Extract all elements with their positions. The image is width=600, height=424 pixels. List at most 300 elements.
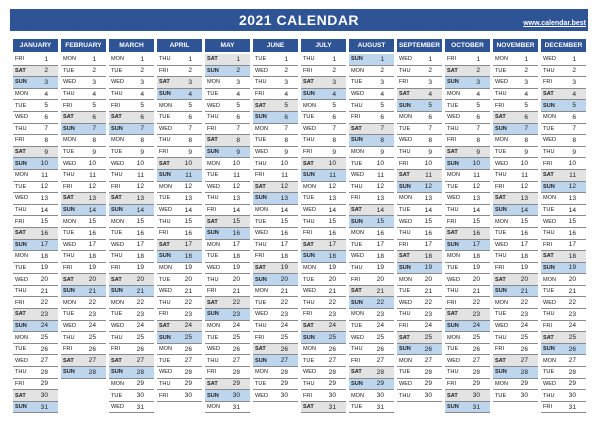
day-number: 11: [521, 171, 528, 179]
day-row: [253, 309, 298, 321]
day-number: 3: [236, 78, 240, 86]
day-row: [253, 379, 298, 391]
day-row: [349, 332, 394, 344]
weekday-label: THU: [159, 218, 171, 225]
weekday-label: WED: [63, 160, 77, 167]
weekday-label: THU: [63, 334, 75, 341]
day-row: [157, 66, 202, 78]
day-number: 14: [232, 206, 240, 214]
day-row: [493, 147, 538, 159]
weekday-label: TUE: [495, 392, 507, 399]
weekday-label: TUE: [303, 276, 315, 283]
day-number: 1: [188, 55, 192, 63]
day-row: [493, 390, 538, 402]
day-number: 23: [568, 310, 576, 318]
weekday-label: TUE: [63, 149, 75, 156]
site-link[interactable]: www.calendar.best: [523, 20, 586, 27]
weekday-label: THU: [543, 149, 555, 156]
day-row: [541, 112, 586, 124]
day-row: [61, 66, 106, 78]
day-row: [445, 332, 490, 344]
day-number: 24: [184, 322, 192, 330]
day-row: [109, 89, 154, 101]
day-row: [349, 240, 394, 252]
day-row: [13, 112, 58, 124]
weekday-label: SAT: [255, 183, 266, 190]
day-row: [13, 379, 58, 391]
weekday-label: WED: [447, 357, 461, 364]
weekday-label: WED: [351, 253, 365, 260]
weekday-label: FRI: [15, 137, 25, 144]
day-row: [61, 309, 106, 321]
day-row: [349, 147, 394, 159]
weekday-label: WED: [159, 288, 173, 295]
day-number: 10: [136, 160, 144, 168]
weekday-label: TUE: [543, 125, 555, 132]
day-row: [349, 344, 394, 356]
day-number: 30: [232, 392, 240, 400]
day-row: [493, 344, 538, 356]
day-row: [13, 344, 58, 356]
weekday-label: MON: [351, 392, 365, 399]
weekday-label: TUE: [63, 67, 75, 74]
weekday-label: FRI: [159, 311, 169, 318]
day-number: 24: [424, 322, 432, 330]
day-row: [445, 54, 490, 66]
day-number: 1: [380, 55, 384, 63]
day-number: 30: [328, 392, 336, 400]
day-number: 2: [140, 67, 144, 75]
month-column-december: [541, 39, 586, 413]
day-row: [109, 309, 154, 321]
weekday-label: WED: [111, 160, 125, 167]
day-row: [445, 216, 490, 228]
day-row: [541, 332, 586, 344]
weekday-label: MON: [351, 230, 365, 237]
day-number: 14: [88, 206, 96, 214]
weekday-label: THU: [255, 79, 267, 86]
day-row: [13, 182, 58, 194]
day-row: [445, 228, 490, 240]
weekday-label: SAT: [495, 276, 506, 283]
day-row: [349, 182, 394, 194]
day-number: 18: [88, 252, 96, 260]
day-number: 10: [424, 160, 432, 168]
month-column-march: [109, 39, 154, 413]
day-number: 13: [472, 194, 480, 202]
day-row: [301, 390, 346, 402]
weekday-label: TUE: [447, 102, 459, 109]
day-number: 23: [184, 310, 192, 318]
day-row: [493, 263, 538, 275]
weekday-label: SUN: [351, 380, 363, 387]
day-row: [61, 240, 106, 252]
weekday-label: FRI: [111, 183, 121, 190]
day-number: 17: [40, 241, 48, 249]
day-number: 14: [424, 206, 432, 214]
day-number: 21: [424, 287, 432, 295]
day-row: [205, 379, 250, 391]
day-number: 23: [328, 310, 336, 318]
day-number: 13: [136, 194, 144, 202]
month-column-june: [253, 39, 298, 413]
weekday-label: SUN: [447, 241, 459, 248]
day-number: 29: [184, 380, 192, 388]
day-row: [493, 77, 538, 89]
day-number: 29: [280, 380, 288, 388]
day-row: [349, 124, 394, 136]
weekday-label: WED: [15, 195, 29, 202]
weekday-label: MON: [159, 264, 173, 271]
day-row: [349, 77, 394, 89]
weekday-label: THU: [543, 392, 555, 399]
day-number: 8: [140, 136, 144, 144]
day-number: 17: [520, 241, 528, 249]
day-row: [349, 402, 394, 414]
day-row: [541, 355, 586, 367]
day-number: 28: [136, 368, 144, 376]
day-row: [157, 77, 202, 89]
day-number: 17: [280, 241, 288, 249]
day-number: 7: [236, 125, 240, 133]
day-row: [541, 158, 586, 170]
day-row: [157, 147, 202, 159]
day-number: 1: [332, 55, 336, 63]
day-number: 15: [472, 218, 480, 226]
day-row: [541, 228, 586, 240]
weekday-label: THU: [495, 172, 507, 179]
day-number: 20: [184, 276, 192, 284]
day-row: [253, 367, 298, 379]
day-number: 16: [568, 229, 576, 237]
day-number: 15: [232, 218, 240, 226]
weekday-label: SAT: [159, 241, 170, 248]
weekday-label: MON: [255, 288, 269, 295]
day-row: [205, 77, 250, 89]
day-number: 21: [520, 287, 528, 295]
day-row: [109, 274, 154, 286]
weekday-label: THU: [15, 288, 27, 295]
day-row: [445, 379, 490, 391]
day-row: [397, 158, 442, 170]
day-number: 29: [328, 380, 336, 388]
weekday-label: SAT: [159, 79, 170, 86]
day-number: 16: [520, 229, 528, 237]
day-number: 26: [376, 345, 384, 353]
day-number: 30: [376, 392, 384, 400]
day-number: 22: [88, 299, 96, 307]
weekday-label: SAT: [207, 137, 218, 144]
day-number: 19: [88, 264, 96, 272]
day-row: [541, 54, 586, 66]
day-number: 12: [88, 183, 96, 191]
day-number: 24: [472, 322, 480, 330]
weekday-label: SUN: [15, 160, 27, 167]
day-row: [301, 286, 346, 298]
day-row: [301, 158, 346, 170]
day-row: [541, 147, 586, 159]
day-number: 28: [520, 368, 528, 376]
weekday-label: FRI: [399, 241, 409, 248]
day-row: [397, 170, 442, 182]
day-number: 28: [328, 368, 336, 376]
weekday-label: WED: [255, 392, 269, 399]
day-number: 19: [136, 264, 144, 272]
day-number: 20: [568, 276, 576, 284]
day-number: 2: [92, 67, 96, 75]
month-header: JULY: [301, 39, 346, 52]
weekday-label: SAT: [543, 334, 554, 341]
day-number: 21: [88, 287, 96, 295]
day-number: 5: [332, 102, 336, 110]
day-number: 19: [280, 264, 288, 272]
day-number: 26: [328, 345, 336, 353]
day-number: 12: [136, 183, 144, 191]
weekday-label: SUN: [351, 299, 363, 306]
day-row: [109, 193, 154, 205]
day-row: [397, 355, 442, 367]
day-row: [253, 216, 298, 228]
day-row: [349, 100, 394, 112]
weekday-label: FRI: [447, 380, 457, 387]
month-header: JUNE: [253, 39, 298, 52]
weekday-label: WED: [207, 346, 221, 353]
weekday-label: THU: [15, 369, 27, 376]
day-number: 7: [524, 125, 528, 133]
day-number: 17: [88, 241, 96, 249]
weekday-label: SUN: [63, 125, 75, 132]
weekday-label: TUE: [495, 230, 507, 237]
day-row: [13, 390, 58, 402]
weekday-label: SUN: [207, 230, 219, 237]
day-row: [493, 66, 538, 78]
day-number: 3: [476, 78, 480, 86]
weekday-label: THU: [351, 264, 363, 271]
day-number: 23: [472, 310, 480, 318]
day-number: 19: [472, 264, 480, 272]
day-number: 11: [329, 171, 336, 179]
weekday-label: TUE: [303, 195, 315, 202]
weekday-label: TUE: [111, 392, 123, 399]
day-number: 25: [280, 334, 288, 342]
day-number: 28: [88, 368, 96, 376]
day-row: [205, 147, 250, 159]
day-row: [13, 193, 58, 205]
calendar-title-text: 2021 CALENDAR: [238, 12, 360, 28]
day-number: 26: [424, 345, 432, 353]
day-row: [397, 112, 442, 124]
day-row: [397, 309, 442, 321]
day-number: 17: [472, 241, 480, 249]
day-number: 8: [284, 136, 288, 144]
weekday-label: SUN: [207, 392, 219, 399]
weekday-label: WED: [63, 322, 77, 329]
weekday-label: TUE: [351, 79, 363, 86]
day-number: 30: [520, 392, 528, 400]
day-number: 13: [280, 194, 288, 202]
day-row: [349, 309, 394, 321]
day-row: [445, 286, 490, 298]
day-number: 14: [376, 206, 384, 214]
day-number: 18: [136, 252, 144, 260]
weekday-label: MON: [15, 253, 29, 260]
weekday-label: MON: [303, 346, 317, 353]
weekday-label: THU: [399, 67, 411, 74]
day-row: [349, 355, 394, 367]
day-row: [205, 367, 250, 379]
day-number: 15: [136, 218, 144, 226]
weekday-label: SAT: [159, 322, 170, 329]
day-number: 1: [572, 55, 576, 63]
day-row: [61, 216, 106, 228]
weekday-label: MON: [447, 172, 461, 179]
day-row: [397, 344, 442, 356]
day-number: 9: [380, 148, 384, 156]
weekday-label: SUN: [447, 79, 459, 86]
weekday-label: SUN: [495, 288, 507, 295]
weekday-label: MON: [447, 91, 461, 98]
day-row: [253, 112, 298, 124]
day-row: [301, 54, 346, 66]
weekday-label: TUE: [351, 241, 363, 248]
day-row: [445, 112, 490, 124]
weekday-label: FRI: [543, 241, 553, 248]
month-header: MARCH: [109, 39, 154, 52]
day-row: [445, 158, 490, 170]
weekday-label: TUE: [399, 207, 411, 214]
day-row: [109, 216, 154, 228]
day-number: 7: [140, 125, 144, 133]
day-row: [205, 251, 250, 263]
weekday-label: SUN: [543, 264, 555, 271]
weekday-label: WED: [255, 67, 269, 74]
day-row: [253, 332, 298, 344]
weekday-label: MON: [159, 102, 173, 109]
day-row: [301, 402, 346, 414]
weekday-label: SAT: [207, 56, 218, 63]
weekday-label: WED: [207, 264, 221, 271]
day-number: 10: [568, 160, 576, 168]
weekday-label: THU: [255, 160, 267, 167]
weekday-label: TUE: [495, 149, 507, 156]
weekday-label: MON: [111, 218, 125, 225]
weekday-label: SUN: [303, 91, 315, 98]
day-row: [445, 263, 490, 275]
day-number: 20: [472, 276, 480, 284]
day-number: 1: [44, 55, 48, 63]
weekday-label: WED: [159, 207, 173, 214]
day-number: 6: [236, 113, 240, 121]
weekday-label: THU: [303, 137, 315, 144]
day-row: [157, 89, 202, 101]
weekday-label: MON: [159, 346, 173, 353]
day-number: 23: [280, 310, 288, 318]
day-row: [253, 100, 298, 112]
weekday-label: THU: [399, 311, 411, 318]
weekday-label: SAT: [399, 91, 410, 98]
day-number: 20: [40, 276, 48, 284]
day-number: 7: [332, 125, 336, 133]
day-row: [445, 66, 490, 78]
day-number: 21: [280, 287, 288, 295]
day-number: 11: [137, 171, 144, 179]
weekday-label: MON: [495, 56, 509, 63]
weekday-label: SAT: [399, 253, 410, 260]
day-number: 6: [140, 113, 144, 121]
weekday-label: WED: [495, 241, 509, 248]
day-row: [349, 205, 394, 217]
weekday-label: THU: [447, 207, 459, 214]
weekday-label: MON: [207, 404, 221, 411]
day-number: 15: [280, 218, 288, 226]
day-number: 4: [284, 90, 288, 98]
weekday-label: FRI: [159, 230, 169, 237]
weekday-label: MON: [351, 311, 365, 318]
day-number: 10: [520, 160, 528, 168]
weekday-label: SUN: [159, 334, 171, 341]
weekday-label: SUN: [207, 149, 219, 156]
day-number: 31: [136, 403, 144, 411]
weekday-label: SUN: [543, 102, 555, 109]
day-row: [61, 100, 106, 112]
day-number: 27: [232, 357, 240, 365]
day-row: [61, 193, 106, 205]
weekday-label: WED: [255, 230, 269, 237]
weekday-label: SAT: [303, 404, 314, 411]
day-row: [349, 158, 394, 170]
day-number: 24: [376, 322, 384, 330]
day-row: [493, 170, 538, 182]
day-number: 19: [40, 264, 48, 272]
weekday-label: MON: [63, 56, 77, 63]
day-number: 12: [568, 183, 576, 191]
weekday-label: FRI: [63, 346, 73, 353]
day-row: [157, 286, 202, 298]
day-number: 26: [136, 345, 144, 353]
day-row: [157, 228, 202, 240]
day-number: 13: [232, 194, 240, 202]
weekday-label: THU: [15, 207, 27, 214]
weekday-label: FRI: [447, 137, 457, 144]
day-number: 7: [476, 125, 480, 133]
day-row: [301, 216, 346, 228]
calendar-title: [10, 9, 588, 31]
weekday-label: TUE: [111, 67, 123, 74]
day-row: [493, 251, 538, 263]
day-row: [205, 216, 250, 228]
day-row: [157, 170, 202, 182]
day-number: 22: [280, 299, 288, 307]
day-number: 18: [472, 252, 480, 260]
weekday-label: TUE: [495, 67, 507, 74]
day-number: 15: [568, 218, 576, 226]
day-row: [493, 158, 538, 170]
day-number: 12: [328, 183, 336, 191]
weekday-label: SUN: [543, 346, 555, 353]
day-number: 24: [328, 322, 336, 330]
day-number: 16: [472, 229, 480, 237]
day-number: 3: [44, 78, 48, 86]
weekday-label: THU: [255, 322, 267, 329]
weekday-label: MON: [495, 218, 509, 225]
day-row: [493, 297, 538, 309]
day-row: [349, 89, 394, 101]
weekday-label: FRI: [159, 67, 169, 74]
day-row: [253, 54, 298, 66]
day-row: [13, 89, 58, 101]
day-row: [253, 193, 298, 205]
day-row: [493, 89, 538, 101]
